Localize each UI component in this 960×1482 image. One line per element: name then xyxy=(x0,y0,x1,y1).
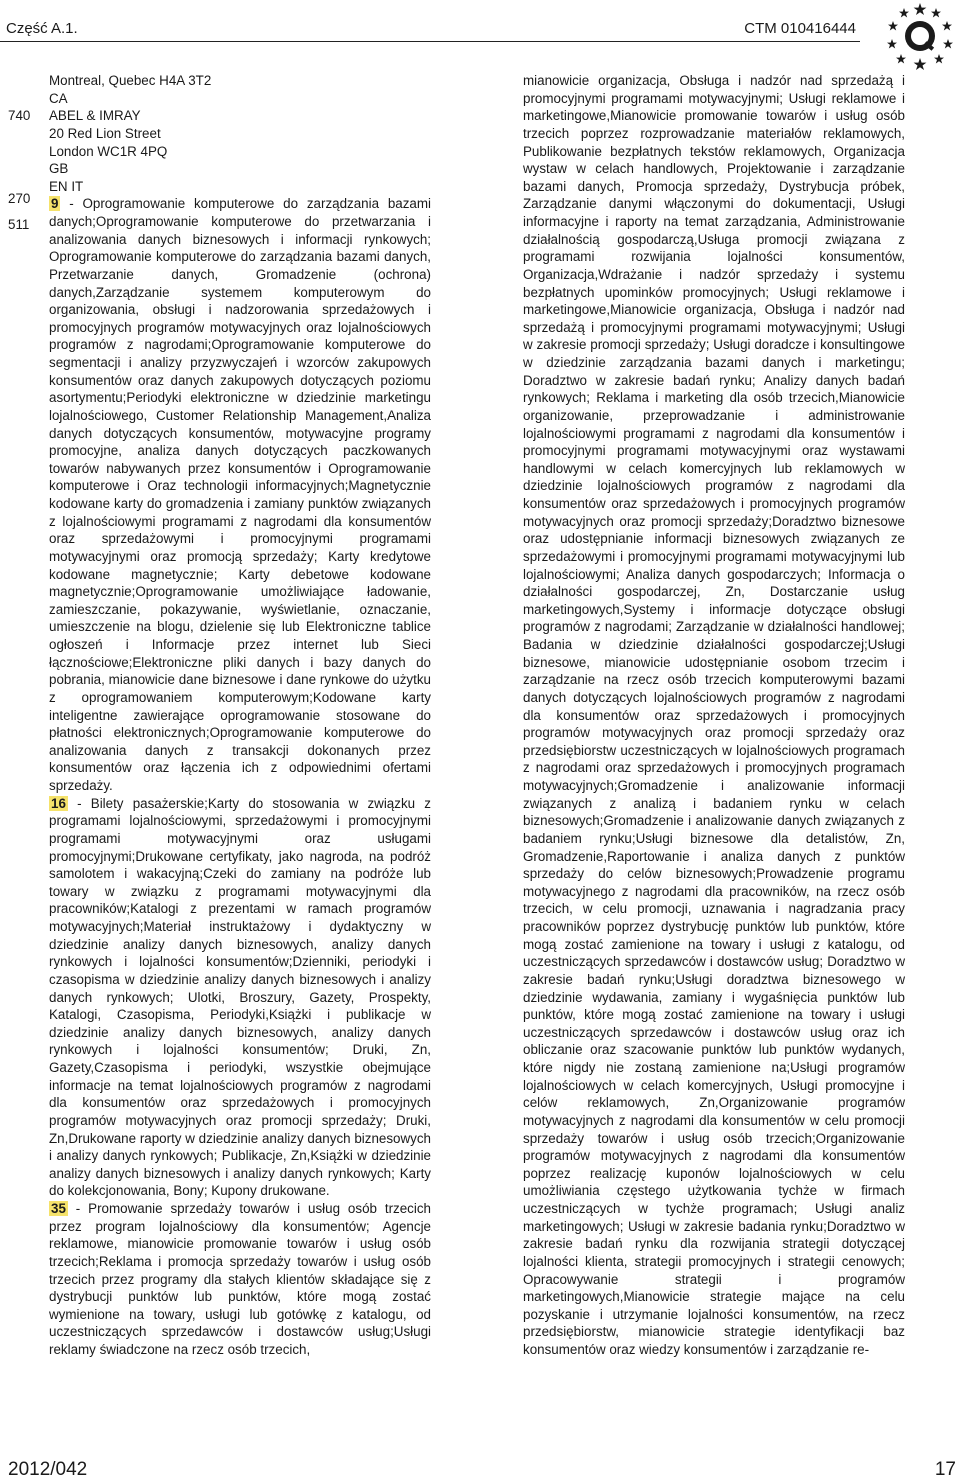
class-9-badge: 9 xyxy=(51,196,59,212)
representative-line: 20 Red Lion Street xyxy=(49,125,161,141)
class-35-text: - Promowanie sprzedaży towarów i usług osób trzecich przez program lojalnościowy dla konsumentów; Agencje reklamowe, mianowicie promowanie towarów i usług osób trzecich;Reklama i promocja sprzedaży towarów i usług osób trzecich przez programy dla stałych klientów składające się z dystrybucji punktów lub punktów, które mogą zostać wymienione na towary, usługi lub gotówkę z katalogu, od uczestniczących sprzedawców i dostawców usług;Usługi reklamy świadczone na rzecz osób trzecich, xyxy=(49,1201,431,1357)
margin-code-511: 511 xyxy=(8,217,30,232)
class-9-paragraph xyxy=(49,195,431,794)
class-16-badge: 16 xyxy=(51,795,66,811)
languages: EN IT xyxy=(49,178,84,194)
class-35-paragraph xyxy=(49,1200,431,1359)
right-column xyxy=(523,72,905,1359)
eu-ohim-emblem-icon xyxy=(884,0,956,72)
class-9-text: - Oprogramowanie komputerowe do zarządzania bazami danych;Oprogramowanie komputerowe do przetwarzania i analizowania danych biznesowych i informacji rynkowych; Oprogramowanie komputerowe do zarządzania bazami danych, Przetwarzanie danych, Gromadzenie (ochrona) danych,Zarządzanie systemem komputerowym do organizowania, obsługi i nadzorowania sprzedażowych i promocyjnych programów motywacyjnych oraz lojalnościowych programów z nagrodami;Oprogramowanie komputerowe do segmentacji i analizy przyzwyczajeń i wzorców zakupowych konsumentów oraz danych zakupowych dotyczących poziomu asortymentu;Periodyki elektroniczne w dziedzinie marketingu lojalnościowego, Customer Relationship Management,Analiza danych dotyczących konsumentów, motywacyjne programy promocyjne, analiza danych dotyczących paczkowanych towarów nabywanych przez konsumentów i Oprogramowanie komputerowe i Oraz technologii informacyjnych;Magnetycznie kodowane karty do gromadzenia i zamiany punktów związanych z lojalnościowymi programami z nagrodami dla konsumentów oraz sprzedażowymi i promocyjnymi programami motywacyjnymi oraz promocją sprzedaży; Karty kredytowe kodowane magnetycznie; Karty debetowe kodowane magnetycznie;Oprogramowanie umożliwiające ładowanie, zamieszczanie, pokazywanie, wyświetlanie, oznaczanie, umieszczenie na blogu, dzielenie się lub Elektroniczne tablice ogłoszeń i Informacje przez internet lub Sieci łącznościowe;Elektroniczne pliki danych i bazy danych do pobrania, mianowicie dane biznesowe i dane rynkowe do użytku z oprogramowaniem komputerowym;Kodowane karty inteligentne zawierające oprogramowanie stosowane do płatności elektronicznych;Oprogramowanie komputerowe do analizowania danych z transakcji dokonanych przez konsumentów oraz łączenia ich z odpowiednimi ofertami sprzedaży. xyxy=(49,196,431,793)
class-16-text: - Bilety pasażerskie;Karty do stosowania w związku z programami lojalnościowymi, sprzedażowymi i promocyjnymi programami motywacyjnymi oraz usługami promocyjnymi;Drukowane certyfikaty, jako nagroda, na podróż samolotem i wakacyjną;Czeki do zamiany na podróże lub towary w związku z programami motywacyjnymi dla pracowników;Katalogi z prezentami w ramach programów motywacyjnych;Materiał instruktażowy i dydaktyczny w dziedzinie analizy danych biznesowych, analizy danych rynkowych i lojalności konsumentów;Dzienniki, periodyki i czasopisma w dziedzinie analizy danych biznesowych i analizy danych rynkowych; Ulotki, Broszury, Gazety, Prospekty, Katalogi, Czasopisma, Periodyki,Książki i publikacje w dziedzinie analizy danych biznesowych, analizy danych rynkowych i lojalności konsumentów; Druki, Zn, Gazety,Czasopisma i periodyki, wszystkie obejmujące informacje na temat lojalnościowych programów z nagrodami dla konsumentów oraz sprzedażowych i promocyjnych programów motywacyjnych oraz promocji sprzedaży; Druki, Zn,Drukowane raporty w dziedzinie analizy danych biznesowych i analizy danych rynkowych; Publikacje, Zn,Książki w dziedzinie analizy danych biznesowych i analizy danych rynkowych; Karty do kolekcjonowania, Bony; Kupony drukowane. xyxy=(49,795,431,1199)
ctm-number: CTM 010416444 xyxy=(744,20,856,37)
section-label: Część A.1. xyxy=(6,20,78,37)
page-number: 17 xyxy=(934,1459,956,1480)
left-column xyxy=(49,72,431,1359)
class-35-continued-text: mianowicie organizacja, Obsługa i nadzór nad sprzedażą i promocyjnymi programami motywacyjnymi; Usługi reklamowe i marketingowe,Mianowicie promowanie towarów i usług osób trzecich poprzez rozprowadzanie materiałów reklamowych, Publikowanie bezpłatnych tekstów reklamowych, Organizacja wystaw w celach handlowych, Projektowanie i zarządzanie bazami danych, Promocja sprzedaży, Dystrybucja próbek, Zarządzanie danymi włączonymi do dokumentacji, Usługi informacyjne i raporty na temat zarządzania, Administrowanie działalnością gospodarczą,Usługa promocji związana z programami rozwijania lojalności konsumentów, Organizacja,Wdrażanie i nadzór sprzedaży i systemu bezpłatnych upominków promocyjnych; Usługi reklamowe i marketingowe,Mianowicie organizacja, Obsługa i nadzór nad sprzedażą i promocyjnymi programami motywacyjnymi; Usługi w zakresie promocji sprzedaży; Usługi doradcze i konsultingowe w dziedzinie zarządzania bazami danych i marketingu; Doradztwo w zakresie badań rynku; Analizy danych badań rynkowych; Reklama i marketing dla osób trzecich,Mianowicie organizowanie, przeprowadzanie i administrowanie lojalnościowymi programami z nagrodami dla konsumentów i promocyjnymi programami motywacyjnymi oraz wystawami handlowymi w celach komercyjnych lub reklamowych w dziedzinie lojalnościowych programów z nagrodami dla konsumentów oraz sprzedażowych i promocyjnych programów motywacyjnych oraz promocji sprzedaży;Doradztwo biznesowe oraz udostępnianie informacji biznesowych związanych ze sprzedażowymi i promocyjnymi programami motywacyjnymi lub lojalnościowymi; Analiza danych gospodarczych; Informacja o działalności gospodarczej, Zn, Dostarczanie usług marketingowych,Systemy i informacje dotyczące obsługi programów z nagrodami; Zarządzanie w działalności handlowej; Badania w dziedzinie działalności gospodarczej;Usługi biznesowe, mianowicie udostępnianie osobom trzecim i zarządzanie na rzecz osób trzecich komputerowymi bazami danych dotyczących lojalnościowych programów z nagrodami dla konsumentów oraz sprzedażowych i promocyjnych programów motywacyjnych oraz promocji sprzedaży oraz przedsiębiorstw uczestniczących w lojalnościowych programach z nagrodami oraz sprzedażowych i promocyjnych programach motywacyjnych;Gromadzenie i analizowanie informacji związanych z analizą i badaniem rynku w celach biznesowych;Gromadzenie i analizowanie danych związanych z badaniem rynku;Usługi biznesowe dla detalistów, Zn, Gromadzenie,Raportowanie i analiza danych z punktów sprzedaży do celów biznesowych;Prowadzenie programu motywacyjnego z nagrodami dla pracowników, na rzecz osób trzecich, w celu promocji, uznawania i nagradzania pracy pracowników poprzez dystrybucję punktów lub punktów, które mogą zostać zamienione na towary i usługi z katalogu, od uczestniczących sprzedawców i dostawców usług; Doradztwo w zakresie badań rynku;Usługi doradztwa biznesowego w dziedzinie wydawania, zamiany i wygaśnięcia punktów lub punktów, które mogą zostać zamienione na towary i usługi uczestniczących sprzedawców i dostawców usług oraz ich obliczanie oraz szacowanie punktów lub punktów wydanych, które nigdy nie zostaną zamienione na;Usługi programów lojalnościowych w celach komercyjnych, Usługi promocyjne i celów reklamowych, Zn,Organizowanie programów motywacyjnych z nagrodami dla konsumentów w celu promocji sprzedaży towarów i usług osób trzecich;Organizowanie programów motywacyjnych z nagrodami dla konsumentów poprzez realizację kuponów lojalnościowych w celu umożliwiania częstego użytkowania tychże w firmach uczestniczących w tychże programach; Usługi analiz marketingowych; Usługi w zakresie badania rynku;Doradztwo w zakresie badań rynku dla rozwijania strategii dotyczącej lojalności klienta, strategii promocyjnych i strategii cenowych; Opracowywanie strategii i programów marketingowych,Mianowicie strategie mające na celu pozyskanie i utrzymanie lojalności konsumentów, na rzecz przedsiębiorstw, mianowicie strategie identyfikacji baz konsumentów oraz wiedzy konsumentów i zarządzanie re- xyxy=(523,73,905,1357)
representative-line: ABEL & IMRAY xyxy=(49,108,141,124)
margin-code-740: 740 xyxy=(8,108,31,123)
header-rule xyxy=(0,41,860,42)
owner-address-line: CA xyxy=(49,90,68,106)
representative-line: GB xyxy=(49,161,69,177)
class-16-paragraph xyxy=(49,795,431,1200)
representative-line: London WC1R 4PQ xyxy=(49,143,168,159)
margin-code-270: 270 xyxy=(8,191,31,206)
bulletin-issue: 2012/042 xyxy=(8,1459,88,1480)
class-35-badge: 35 xyxy=(51,1201,66,1216)
owner-address-line: Montreal, Quebec H4A 3T2 xyxy=(49,73,212,88)
